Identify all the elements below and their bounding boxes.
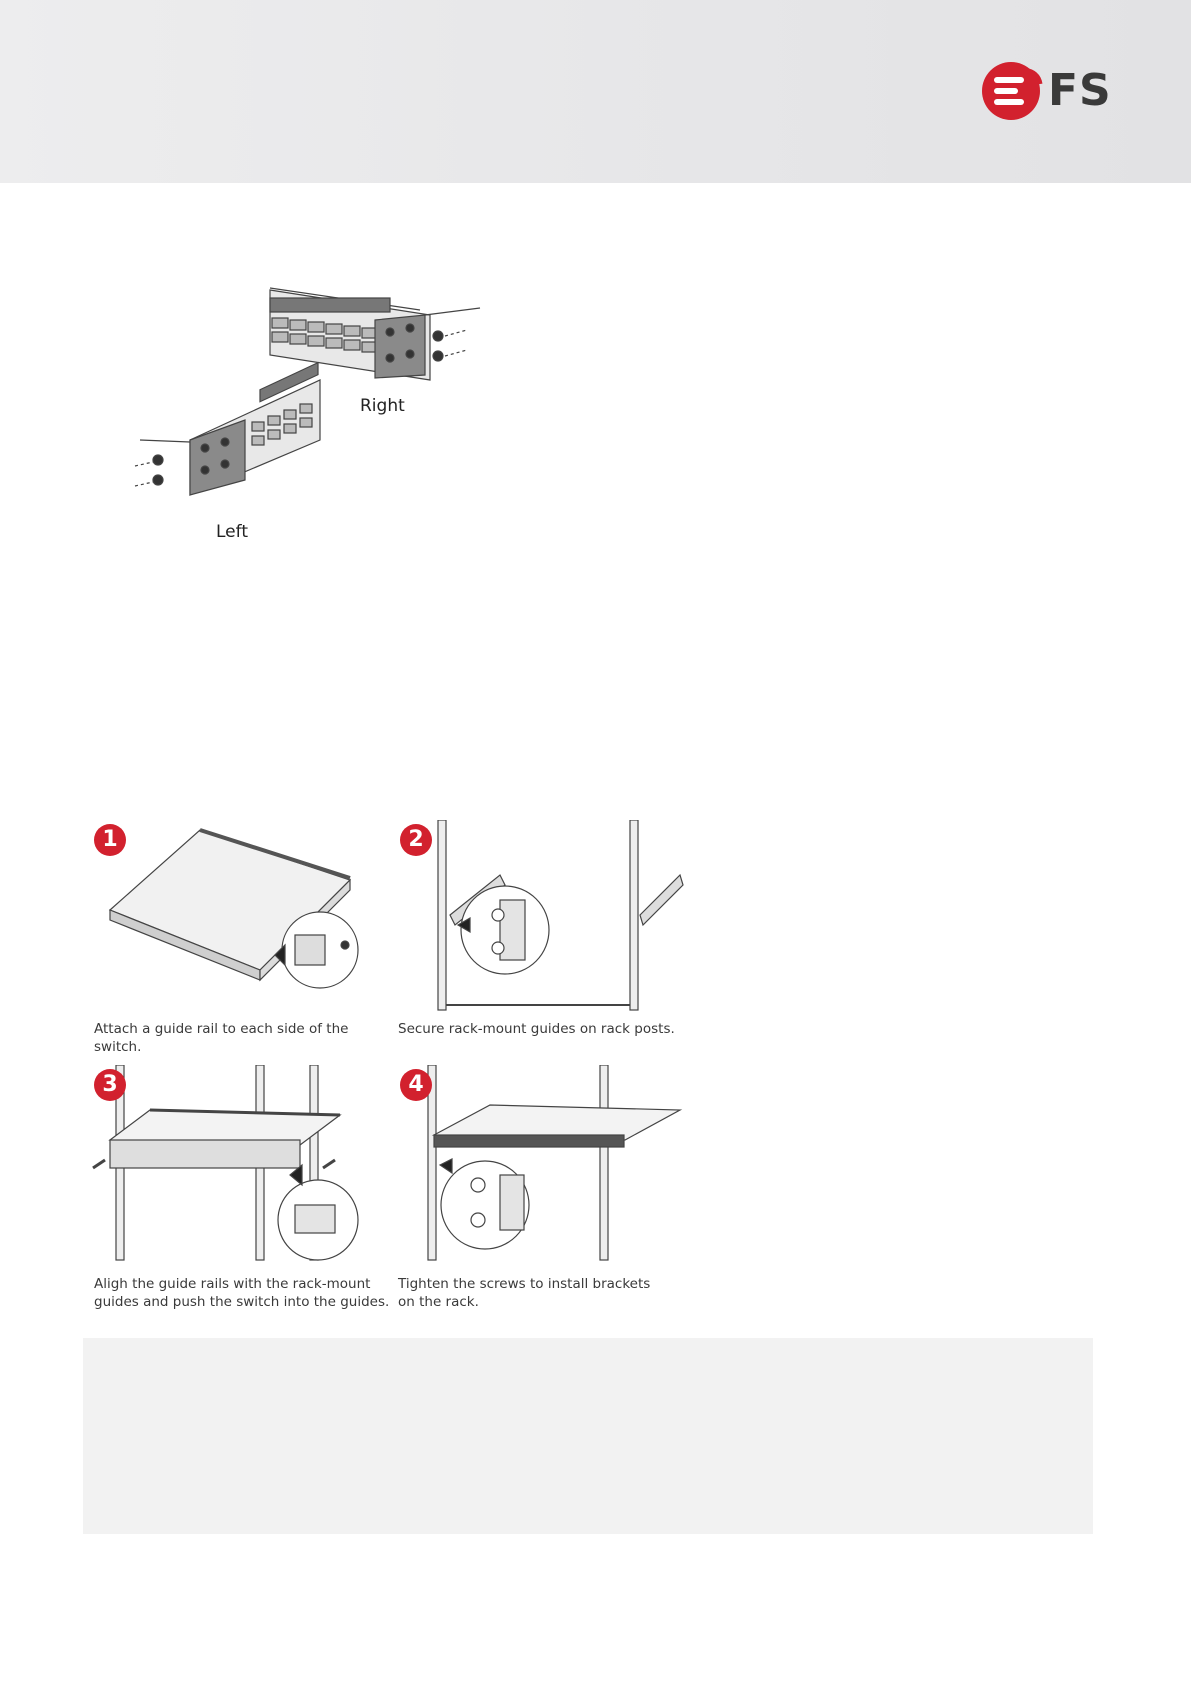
step-4-caption-line-2: on the rack. [398, 1294, 479, 1310]
step-1-panel [90, 820, 390, 1060]
step-3-badge: 3 [94, 1069, 126, 1101]
step-3-panel [90, 1065, 390, 1340]
bracket-figure [120, 270, 500, 550]
note-box [83, 1338, 1093, 1534]
step-2-illustration [390, 820, 690, 1020]
step-4-badge: 4 [400, 1069, 432, 1101]
step-3-caption-line-1: Aligh the guide rails with the rack-mount [94, 1276, 371, 1292]
step-1-illustration [90, 820, 380, 1000]
step-3-caption [94, 1275, 394, 1311]
step-1-badge: 1 [94, 824, 126, 856]
rack-install-steps [90, 820, 690, 1340]
bracket-illustration [120, 270, 500, 550]
step-3-caption-line-2: guides and push the switch into the guides. [94, 1294, 390, 1310]
left-switch-drawing [135, 363, 320, 495]
page-header [0, 0, 1191, 183]
step-4-illustration [390, 1065, 690, 1265]
right-label: Right [360, 396, 405, 416]
right-switch-drawing [270, 288, 480, 380]
step-3-illustration [90, 1065, 380, 1265]
left-label: Left [216, 522, 248, 542]
step-2-badge: 2 [400, 824, 432, 856]
step-2-caption: Secure rack-mount guides on rack posts. [398, 1021, 675, 1037]
step-4-panel [390, 1065, 690, 1340]
step-1-caption: Attach a guide rail to each side of the switch. [94, 1021, 349, 1055]
step-2-panel [390, 820, 690, 1060]
logo-wordmark: FS [1048, 65, 1112, 116]
step-4-caption [398, 1275, 698, 1311]
step-4-caption-line-1: Tighten the screws to install brackets [398, 1276, 651, 1292]
